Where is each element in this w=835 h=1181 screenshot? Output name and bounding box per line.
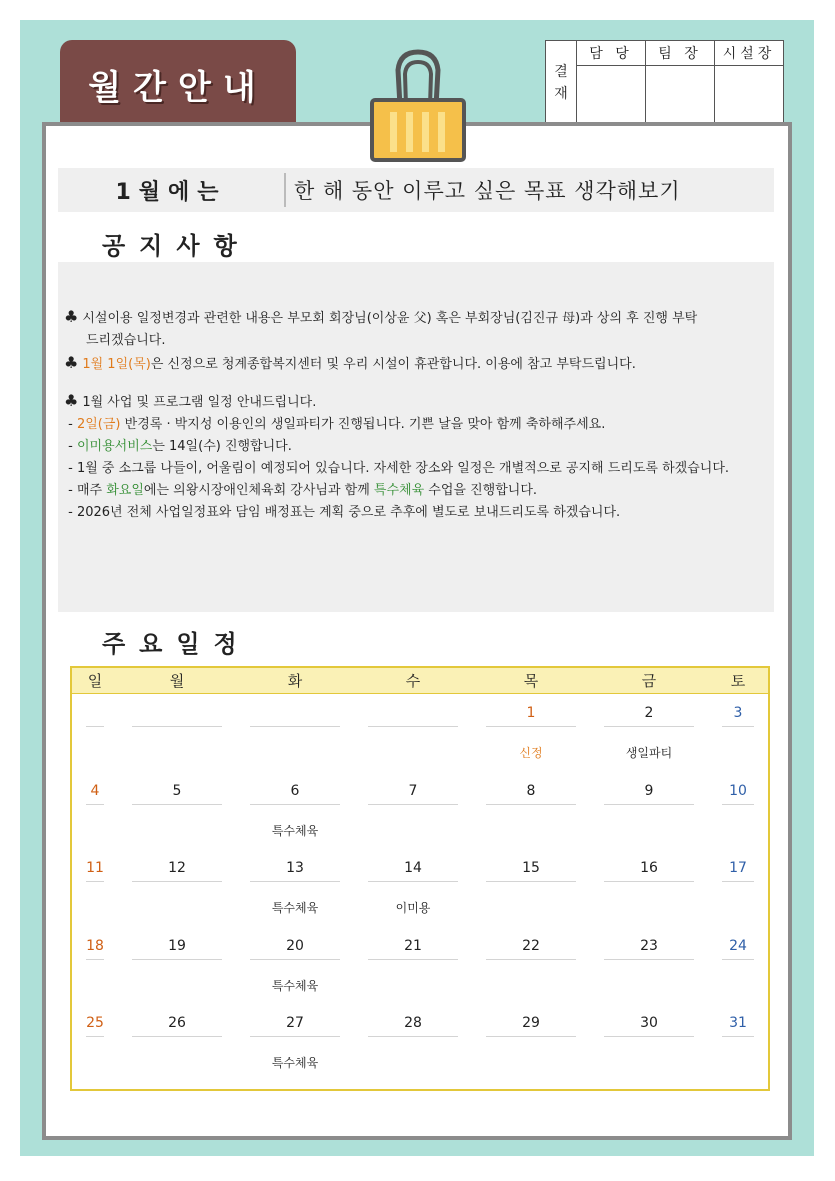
day-number: 2 bbox=[644, 705, 654, 721]
day-underline bbox=[250, 804, 340, 805]
calendar bbox=[70, 666, 770, 1091]
calendar-day[interactable] bbox=[72, 772, 118, 850]
day-number: 6 bbox=[290, 782, 300, 799]
calendar-day[interactable] bbox=[590, 849, 708, 927]
weekday-header: 목 bbox=[523, 672, 539, 690]
day-number: 9 bbox=[644, 782, 654, 799]
calendar-week bbox=[72, 772, 768, 850]
schedule-title: 주요일정 bbox=[102, 630, 251, 658]
club-icon: ♣ bbox=[64, 391, 79, 410]
day-number: 21 bbox=[404, 937, 422, 954]
day-event: 이미용 bbox=[395, 901, 431, 915]
calendar-day[interactable] bbox=[590, 1004, 708, 1082]
day-number: 4 bbox=[90, 782, 100, 799]
calendar-day[interactable] bbox=[708, 772, 768, 850]
day-number: 17 bbox=[729, 860, 747, 876]
day-underline bbox=[722, 726, 754, 727]
approval-sign-staff[interactable] bbox=[577, 66, 646, 125]
day-underline bbox=[132, 1036, 222, 1037]
tab-title: 월간안내 bbox=[88, 67, 268, 108]
day-underline bbox=[604, 1036, 694, 1037]
notice-bullet: - 매주 화요일에는 의왕시장애인체육회 강사님과 함께 특수체육 수업을 진행합니다. bbox=[64, 483, 538, 498]
notice-bullet: - 2일(금) 반경록 · 박지성 이용인의 생일파티가 진행됩니다. 기쁜 날을 맞아 함께 축하해주세요. bbox=[64, 417, 606, 432]
approval-sign-teamlead[interactable] bbox=[646, 66, 715, 125]
calendar-day[interactable] bbox=[472, 772, 590, 850]
day-underline bbox=[132, 881, 222, 882]
day-event: 특수체육 bbox=[271, 823, 319, 838]
day-underline bbox=[722, 959, 754, 960]
day-underline bbox=[604, 881, 694, 882]
calendar-day[interactable] bbox=[708, 849, 768, 927]
calendar-day[interactable] bbox=[354, 849, 472, 927]
day-underline bbox=[486, 726, 576, 727]
weekday-header: 수 bbox=[405, 672, 421, 690]
calendar-day[interactable] bbox=[708, 1004, 768, 1082]
weekday-header: 화 bbox=[287, 672, 303, 690]
calendar-day[interactable] bbox=[72, 849, 118, 927]
day-underline bbox=[368, 881, 458, 882]
calendar-day[interactable] bbox=[72, 694, 118, 772]
day-underline bbox=[604, 804, 694, 805]
day-number: 12 bbox=[168, 860, 186, 876]
notice-bullet: - 이미용서비스는 14일(수) 진행합니다. bbox=[64, 439, 292, 454]
day-underline bbox=[250, 959, 340, 960]
calendar-week bbox=[72, 1004, 768, 1082]
calendar-week bbox=[72, 849, 768, 927]
day-underline bbox=[368, 1036, 458, 1037]
day-number: 20 bbox=[286, 937, 304, 954]
day-underline bbox=[368, 804, 458, 805]
day-number: 1 bbox=[526, 705, 536, 721]
month-label: 1월에는 bbox=[115, 179, 227, 205]
calendar-day[interactable] bbox=[118, 1004, 236, 1082]
approval-side-label: 결 재 bbox=[546, 41, 577, 125]
day-underline bbox=[132, 804, 222, 805]
day-underline bbox=[250, 1036, 340, 1037]
weekday-header: 일 bbox=[87, 672, 103, 690]
monthly-guide-tab bbox=[60, 40, 296, 122]
calendar-day[interactable] bbox=[472, 849, 590, 927]
calendar-day[interactable] bbox=[708, 927, 768, 1005]
approval-col-staff: 담 당 bbox=[577, 41, 646, 66]
day-number: 5 bbox=[172, 782, 182, 799]
day-event: 특수체육 bbox=[271, 1056, 319, 1070]
notice-item: ♣ 1월 1일(목)은 신정으로 청계종합복지센터 및 우리 시설이 휴관합니다. 이용에 참고 부탁드립니다. bbox=[64, 353, 636, 372]
calendar-day[interactable] bbox=[472, 694, 590, 772]
day-underline bbox=[604, 959, 694, 960]
day-underline bbox=[722, 804, 754, 805]
calendar-day[interactable] bbox=[118, 927, 236, 1005]
day-underline bbox=[86, 804, 104, 805]
calendar-day[interactable] bbox=[354, 1004, 472, 1082]
calendar-day[interactable] bbox=[590, 772, 708, 850]
day-underline bbox=[722, 1036, 754, 1037]
approval-col-director: 시설장 bbox=[715, 41, 784, 66]
day-number: 27 bbox=[286, 1015, 304, 1031]
weekday-header: 금 bbox=[641, 672, 657, 690]
approval-table bbox=[545, 40, 784, 125]
day-underline bbox=[132, 959, 222, 960]
day-number: 24 bbox=[729, 937, 747, 954]
day-number: 8 bbox=[526, 782, 536, 799]
day-underline bbox=[86, 726, 104, 727]
calendar-day[interactable] bbox=[118, 694, 236, 772]
weekday-header: 토 bbox=[730, 672, 746, 690]
calendar-day[interactable] bbox=[118, 772, 236, 850]
calendar-week bbox=[72, 694, 768, 772]
calendar-day[interactable] bbox=[236, 1004, 354, 1082]
calendar-day[interactable] bbox=[354, 927, 472, 1005]
day-number: 10 bbox=[729, 782, 747, 799]
day-underline bbox=[250, 881, 340, 882]
day-underline bbox=[368, 959, 458, 960]
binder-clip-icon bbox=[368, 48, 468, 163]
day-underline bbox=[250, 726, 340, 727]
notice-bullet: - 2026년 전체 사업일정표와 담임 배정표는 계획 중으로 추후에 별도로 보내드리도록 하겠습니다. bbox=[64, 505, 621, 520]
day-underline bbox=[722, 881, 754, 882]
day-number: 11 bbox=[86, 860, 104, 876]
day-underline bbox=[604, 726, 694, 727]
day-number: 3 bbox=[733, 705, 743, 721]
day-number: 13 bbox=[286, 860, 304, 876]
calendar-day[interactable] bbox=[236, 772, 354, 850]
day-number: 15 bbox=[522, 860, 540, 876]
day-underline bbox=[486, 959, 576, 960]
notice-item-continued: 드리겠습니다. bbox=[86, 333, 166, 348]
notice-item: ♣ 시설이용 일정변경과 관련한 내용은 부모회 회장님(이상윤 父) 혹은 부회장님(김진규 母)과 상의 후 진행 부탁 bbox=[64, 307, 698, 326]
calendar-day[interactable] bbox=[708, 694, 768, 772]
month-goal-bar bbox=[58, 168, 774, 212]
day-number: 29 bbox=[522, 1015, 540, 1031]
day-underline bbox=[486, 1036, 576, 1037]
day-number: 14 bbox=[404, 860, 422, 876]
club-icon: ♣ bbox=[64, 307, 79, 326]
club-icon: ♣ bbox=[64, 353, 79, 372]
day-number: 25 bbox=[86, 1015, 104, 1031]
day-number: 23 bbox=[640, 937, 658, 954]
calendar-week bbox=[72, 927, 768, 1005]
calendar-day[interactable] bbox=[472, 1004, 590, 1082]
day-event: 신정 bbox=[519, 746, 543, 760]
day-number: 19 bbox=[168, 937, 186, 954]
day-underline bbox=[486, 804, 576, 805]
calendar-day[interactable] bbox=[354, 772, 472, 850]
day-underline bbox=[486, 881, 576, 882]
day-number: 26 bbox=[168, 1015, 186, 1031]
calendar-body bbox=[72, 694, 768, 1082]
day-number: 22 bbox=[522, 937, 540, 954]
day-number: 28 bbox=[404, 1015, 422, 1031]
notice-item: ♣ 1월 사업 및 프로그램 일정 안내드립니다. bbox=[64, 391, 317, 410]
approval-sign-director[interactable] bbox=[715, 66, 784, 125]
calendar-day[interactable] bbox=[236, 927, 354, 1005]
calendar-day[interactable] bbox=[72, 1004, 118, 1082]
calendar-day[interactable] bbox=[472, 927, 590, 1005]
calendar-day[interactable] bbox=[354, 694, 472, 772]
day-event: 특수체육 bbox=[271, 978, 319, 993]
calendar-day[interactable] bbox=[118, 849, 236, 927]
notice-box bbox=[58, 262, 774, 612]
calendar-day[interactable] bbox=[236, 849, 354, 927]
day-event: 생일파티 bbox=[625, 746, 673, 760]
day-underline bbox=[86, 881, 104, 882]
month-goal: 한 해 동안 이루고 싶은 목표 생각해보기 bbox=[294, 179, 681, 203]
weekday-header: 월 bbox=[169, 672, 185, 690]
day-underline bbox=[132, 726, 222, 727]
day-number: 7 bbox=[408, 782, 418, 799]
day-number: 18 bbox=[86, 937, 104, 954]
day-underline bbox=[368, 726, 458, 727]
day-number: 16 bbox=[640, 860, 658, 876]
calendar-day[interactable] bbox=[590, 927, 708, 1005]
day-number: 30 bbox=[640, 1015, 658, 1031]
calendar-day[interactable] bbox=[236, 694, 354, 772]
day-number: 31 bbox=[729, 1015, 747, 1031]
notice-title: 공지사항 bbox=[102, 232, 251, 260]
approval-col-teamlead: 팀 장 bbox=[646, 41, 715, 66]
day-event: 특수체육 bbox=[271, 901, 319, 915]
calendar-day[interactable] bbox=[590, 694, 708, 772]
day-underline bbox=[86, 959, 104, 960]
notice-bullet: - 1월 중 소그룹 나들이, 어울림이 예정되어 있습니다. 자세한 장소와 일정은 개별적으로 공지해 드리도록 하겠습니다. bbox=[64, 461, 730, 476]
day-underline bbox=[86, 1036, 104, 1037]
calendar-header bbox=[72, 668, 768, 694]
calendar-day[interactable] bbox=[72, 927, 118, 1005]
